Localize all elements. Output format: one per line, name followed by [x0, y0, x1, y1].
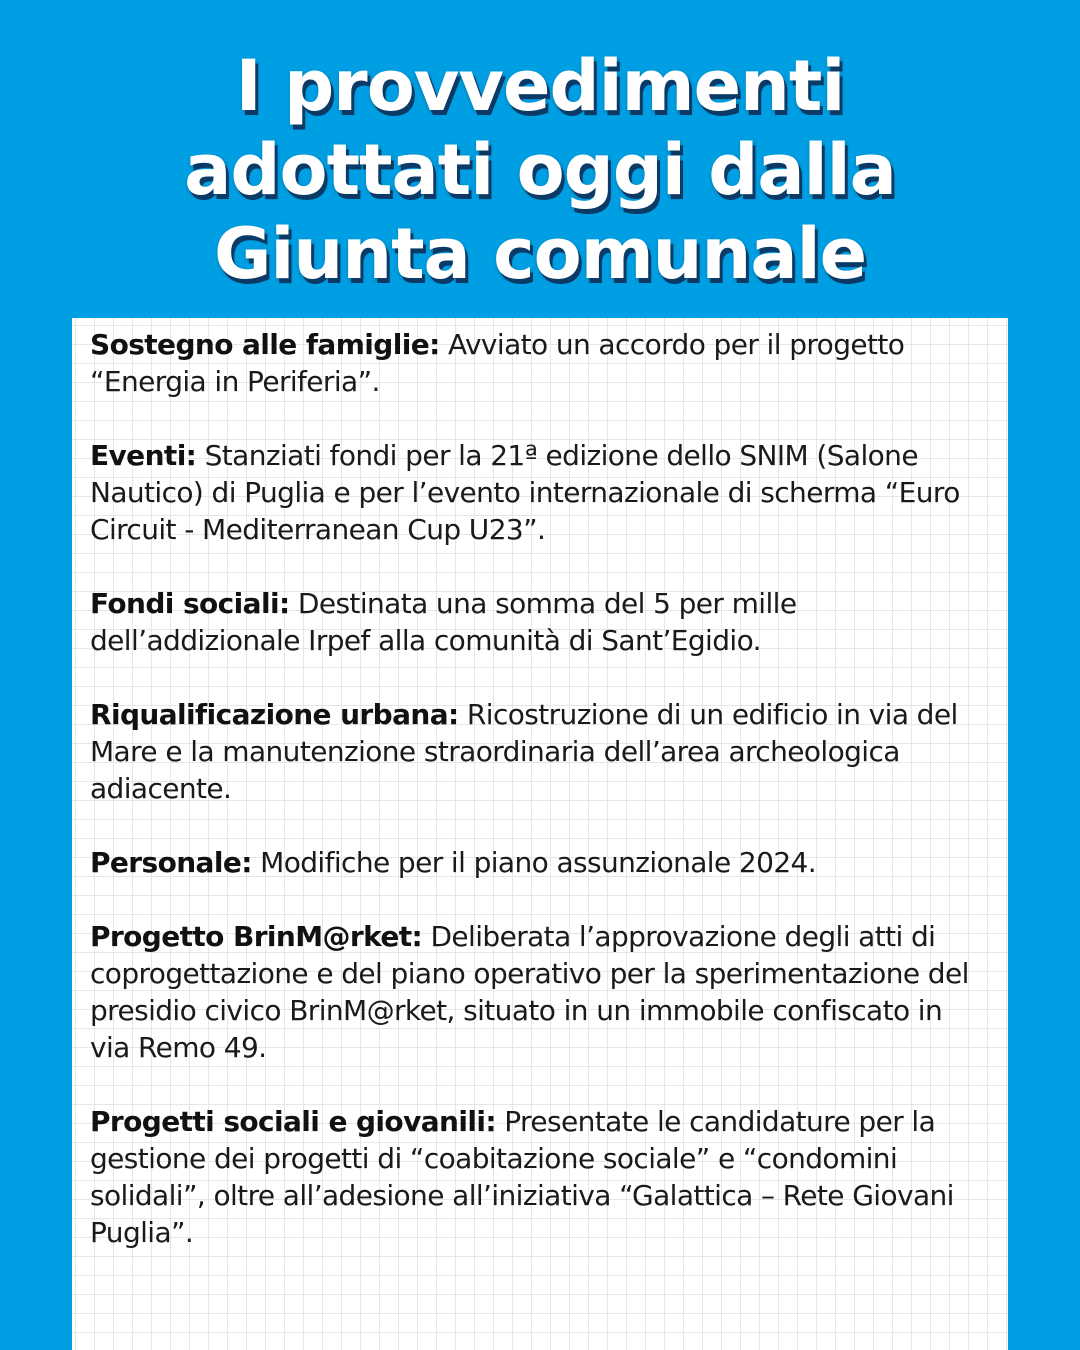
- item-text: Deliberata l’approvazione degli atti di coprogettazione e del piano operativo per la sperimentazione del presidio civico BrinM@rket, situato in un immobile confiscato in via Remo 49.: [90, 920, 969, 1064]
- item-label: Progetti sociali e giovanili:: [90, 1105, 496, 1138]
- item-label: Fondi sociali:: [90, 587, 290, 620]
- title-line-1: I provvedimenti: [235, 45, 845, 127]
- list-item-progetto-brinmarket: [90, 918, 988, 1066]
- item-text: Avviato un accordo per il progetto “Energia in Periferia”.: [90, 328, 905, 398]
- content-card: [72, 318, 1008, 1350]
- item-label: Progetto BrinM@rket:: [90, 920, 423, 953]
- title-line-3: Giunta comunale: [213, 213, 867, 295]
- list-item-sostegno-famiglie: [90, 326, 988, 400]
- item-label: Eventi:: [90, 439, 197, 472]
- item-label: Sostegno alle famiglie:: [90, 328, 440, 361]
- list-item-personale: [90, 844, 988, 881]
- item-text: Ricostruzione di un edificio in via del Mare e la manutenzione straordinaria dell’area archeologica adiacente.: [90, 698, 958, 805]
- title-line-2: adottati oggi dalla: [184, 129, 896, 211]
- list-item-fondi-sociali: [90, 585, 988, 659]
- item-text: Stanziati fondi per la 21ª edizione dello SNIM (Salone Nautico) di Puglia e per l’evento internazionale di scherma “Euro Circuit - Mediterranean Cup U23”.: [90, 439, 960, 546]
- item-text: Destinata una somma del 5 per mille dell’addizionale Irpef alla comunità di Sant’Egidio.: [90, 587, 797, 657]
- list-item-riqualificazione-urbana: [90, 696, 988, 807]
- item-label: Riqualificazione urbana:: [90, 698, 459, 731]
- item-text: Modifiche per il piano assunzionale 2024.: [260, 846, 817, 879]
- list-item-eventi: [90, 437, 988, 548]
- item-text: Presentate le candidature per la gestione dei progetti di “coabitazione sociale” e “condomini solidali”, oltre all’adesione all’iniziativa “Galattica – Rete Giovani Puglia”.: [90, 1105, 954, 1249]
- item-label: Personale:: [90, 846, 252, 879]
- page-title: [0, 44, 1080, 296]
- list-item-progetti-sociali-giovanili: [90, 1103, 988, 1251]
